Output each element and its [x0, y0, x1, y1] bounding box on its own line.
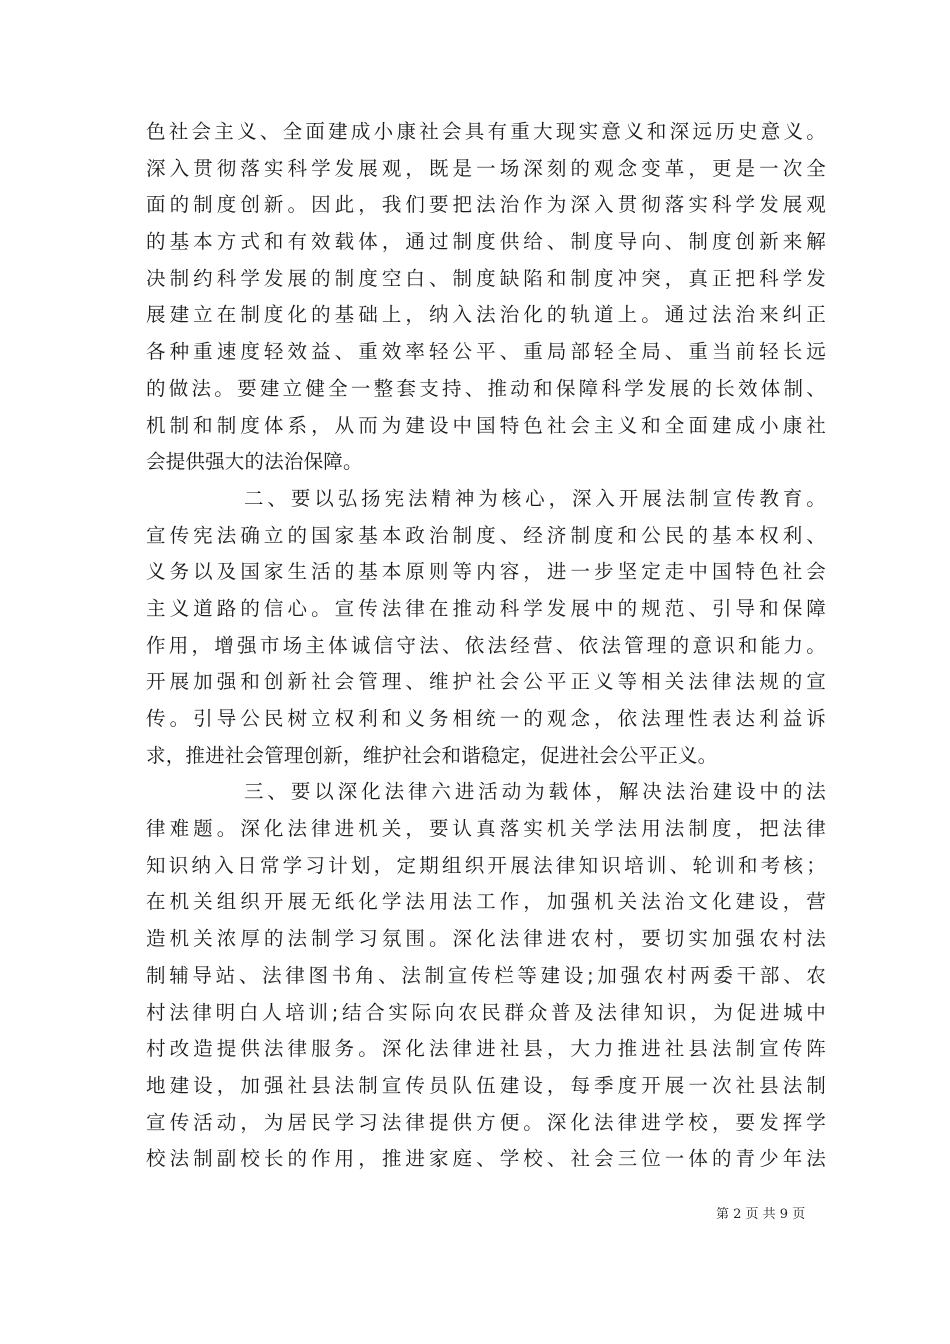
text-line: 会提供强大的法治保障。 [146, 450, 363, 474]
text-line: 深入贯彻落实科学发展观，既是一场深刻的观念变革，更是一次全 [146, 156, 826, 180]
text-line: 主义道路的信心。宣传法律在推动科学发展中的规范、引导和保障 [146, 596, 826, 620]
text-line: 决制约科学发展的制度空白、制度缺陷和制度冲突，真正把科学发 [146, 266, 826, 290]
body-text [146, 114, 826, 1178]
text-line: 在机关组织开展无纸化学法用法工作，加强机关法治文化建设，营 [146, 890, 826, 914]
text-line: 义务以及国家生活的基本原则等内容，进一步坚定走中国特色社会 [146, 560, 826, 584]
text-line: 制辅导站、法律图书角、法制宣传栏等建设;加强农村两委干部、农 [146, 963, 826, 987]
text-line: 面的制度创新。因此，我们要把法治作为深入贯彻落实科学发展观 [146, 193, 826, 217]
text-line: 知识纳入日常学习计划，定期组织开展法律知识培训、轮训和考核； [146, 853, 826, 877]
page-number: 第 2 页 共 9 页 [716, 1207, 806, 1222]
text-line: 作用，增强市场主体诚信守法、依法经营、依法管理的意识和能力。 [146, 633, 826, 657]
text-line: 求，推进社会管理创新，维护社会和谐稳定，促进社会公平正义。 [146, 743, 718, 767]
text-line: 三、要以深化法律六进活动为载体，解决法治建设中的法 [244, 780, 826, 804]
text-line: 的做法。要建立健全一整套支持、推动和保障科学发展的长效体制、 [146, 376, 826, 400]
text-line: 造机关浓厚的法制学习氛围。深化法律进农村，要切实加强农村法 [146, 927, 826, 951]
text-line: 地建设，加强社县法制宣传员队伍建设，每季度开展一次社县法制 [146, 1073, 826, 1097]
text-line: 村改造提供法律服务。深化法律进社县，大力推进社县法制宣传阵 [146, 1037, 826, 1061]
text-line: 机制和制度体系，从而为建设中国特色社会主义和全面建成小康社 [146, 413, 826, 437]
text-line: 传。引导公民树立权利和义务相统一的观念，依法理性表达利益诉 [146, 707, 826, 730]
text-line: 村法律明白人培训;结合实际向农民群众普及法律知识，为促进城中 [146, 1000, 826, 1024]
text-line: 的基本方式和有效载体，通过制度供给、制度导向、制度创新来解 [146, 230, 826, 254]
text-line: 宣传宪法确立的国家基本政治制度、经济制度和公民的基本权利、 [146, 523, 826, 547]
text-line: 展建立在制度化的基础上，纳入法治化的轨道上。通过法治来纠正 [146, 303, 826, 327]
text-line: 律难题。深化法律进机关，要认真落实机关学法用法制度，把法律 [146, 817, 826, 841]
text-line: 校法制副校长的作用，推进家庭、学校、社会三位一体的青少年法 [146, 1147, 826, 1171]
text-line: 二、要以弘扬宪法精神为核心，深入开展法制宣传教育。 [244, 486, 826, 510]
text-line: 开展加强和创新社会管理、维护社会公平正义等相关法律法规的宣 [146, 670, 826, 694]
text-line: 各种重速度轻效益、重效率轻公平、重局部轻全局、重当前轻长远 [146, 340, 826, 364]
text-line: 宣传活动，为居民学习法律提供方便。深化法律进学校，要发挥学 [146, 1110, 826, 1134]
text-line: 色社会主义、全面建成小康社会具有重大现实意义和深远历史意义。 [146, 120, 826, 143]
